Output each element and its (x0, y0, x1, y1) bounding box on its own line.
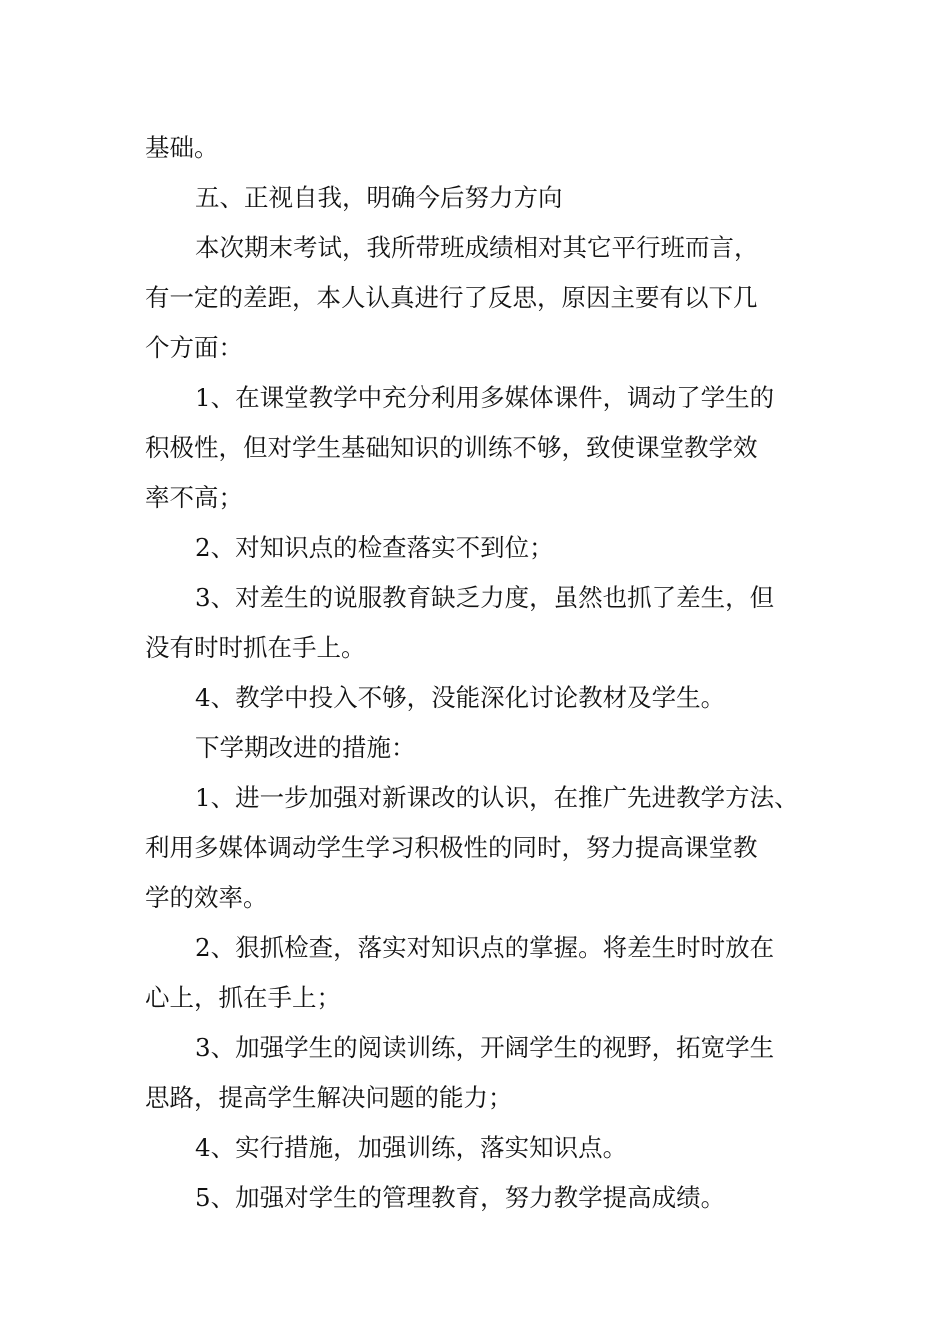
paragraph-1-line-1: 基础。 (145, 133, 219, 162)
paragraph-6-line-1: 3、对差生的说服教育缺乏力度，虽然也抓了差生，但 (195, 583, 775, 612)
paragraph-11-line-2: 思路，提高学生解决问题的能力； (145, 1083, 513, 1112)
paragraph-3-line-1: 本次期末考试，我所带班成绩相对其它平行班而言， (195, 233, 759, 262)
paragraph-9-line-3: 学的效率。 (145, 883, 268, 912)
paragraph-3-line-2: 有一定的差距，本人认真进行了反思，原因主要有以下几 (145, 283, 758, 312)
paragraph-7-line-1: 4、教学中投入不够，没能深化讨论教材及学生。 (195, 683, 726, 712)
paragraph-11-line-1: 3、加强学生的阅读训练，开阔学生的视野，拓宽学生 (195, 1033, 775, 1062)
paragraph-4-line-3: 率不高； (145, 483, 243, 512)
paragraph-10-line-1: 2、狠抓检查，落实对知识点的掌握。将差生时时放在 (195, 933, 775, 962)
paragraph-9-line-2: 利用多媒体调动学生学习积极性的同时，努力提高课堂教 (145, 833, 758, 862)
section-heading: 五、正视自我，明确今后努力方向 (195, 183, 563, 212)
paragraph-13-line-1: 5、加强对学生的管理教育，努力教学提高成绩。 (195, 1183, 726, 1212)
improvement-heading: 下学期改进的措施： (195, 733, 416, 762)
paragraph-4-line-1: 1、在课堂教学中充分利用多媒体课件，调动了学生的 (195, 383, 775, 412)
paragraph-9-line-1: 1、进一步加强对新课改的认识，在推广先进教学方法、 (195, 783, 799, 812)
paragraph-5-line-1: 2、对知识点的检查落实不到位； (195, 533, 554, 562)
paragraph-4-line-2: 积极性，但对学生基础知识的训练不够，致使课堂教学效 (145, 433, 758, 462)
paragraph-6-line-2: 没有时时抓在手上。 (145, 633, 366, 662)
paragraph-12-line-1: 4、实行措施，加强训练，落实知识点。 (195, 1133, 628, 1162)
paragraph-10-line-2: 心上，抓在手上； (145, 983, 341, 1012)
paragraph-3-line-3: 个方面： (145, 333, 243, 362)
